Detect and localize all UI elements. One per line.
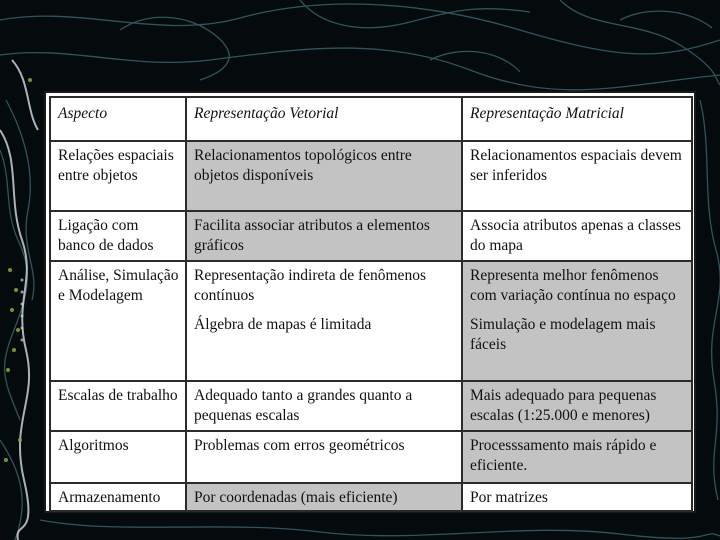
cell-text: Por coordenadas (mais eficiente) [194,489,398,506]
table-row [50,483,692,511]
table-row [50,381,692,431]
cell-text: Mais adequado para pequenas escalas (1:25.000 e menores) [470,387,657,424]
table-row [50,261,692,381]
cell-text: Representação indireta de fenômenos contínuos [194,267,426,304]
cell-matricial [462,211,692,261]
cell-aspect: Ligação com banco de dados [50,211,186,261]
header-representacao-matricial: Representação Matricial [462,97,692,141]
cell-text: Processsamento mais rápido e eficiente. [470,437,657,474]
cell-text: Por matrizes [470,489,548,506]
table-row [50,141,692,211]
cell-text: Simulação e modelagem mais fáceis [470,316,656,353]
cell-text: Associa atributos apenas a classes do mapa [470,217,681,254]
cell-aspect: Análise, Simulação e Modelagem [50,261,186,381]
cell-matricial [462,261,692,381]
header-aspecto: Aspecto [50,97,186,141]
cell-vetorial [186,431,462,483]
cell-matricial [462,141,692,211]
comparison-table-panel [44,91,696,513]
cell-text: Facilita associar atributos a elementos gráficos [194,217,430,254]
table-row [50,431,692,483]
cell-text: Relacionamentos topológicos entre objetos disponíveis [194,147,412,184]
cell-matricial [462,431,692,483]
cell-vetorial [186,381,462,431]
cell-aspect: Armazenamento [50,483,186,511]
table-header-row [50,97,692,141]
comparison-table [49,96,693,512]
cell-text: Álgebra de mapas é limitada [194,316,372,333]
cell-aspect: Escalas de trabalho [50,381,186,431]
table-row [50,211,692,261]
cell-aspect: Relações espaciais entre objetos [50,141,186,211]
cell-text: Problemas com erros geométricos [194,437,405,454]
cell-matricial [462,483,692,511]
cell-vetorial [186,261,462,381]
cell-vetorial [186,141,462,211]
cell-vetorial [186,211,462,261]
cell-aspect: Algoritmos [50,431,186,483]
cell-matricial [462,381,692,431]
cell-text: Representa melhor fenômenos com variação contínua no espaço [470,267,676,304]
cell-text: Adequado tanto a grandes quanto a pequenas escalas [194,387,413,424]
header-representacao-vetorial: Representação Vetorial [186,97,462,141]
cell-text: Relacionamentos espaciais devem ser inferidos [470,147,682,184]
cell-vetorial [186,483,462,511]
